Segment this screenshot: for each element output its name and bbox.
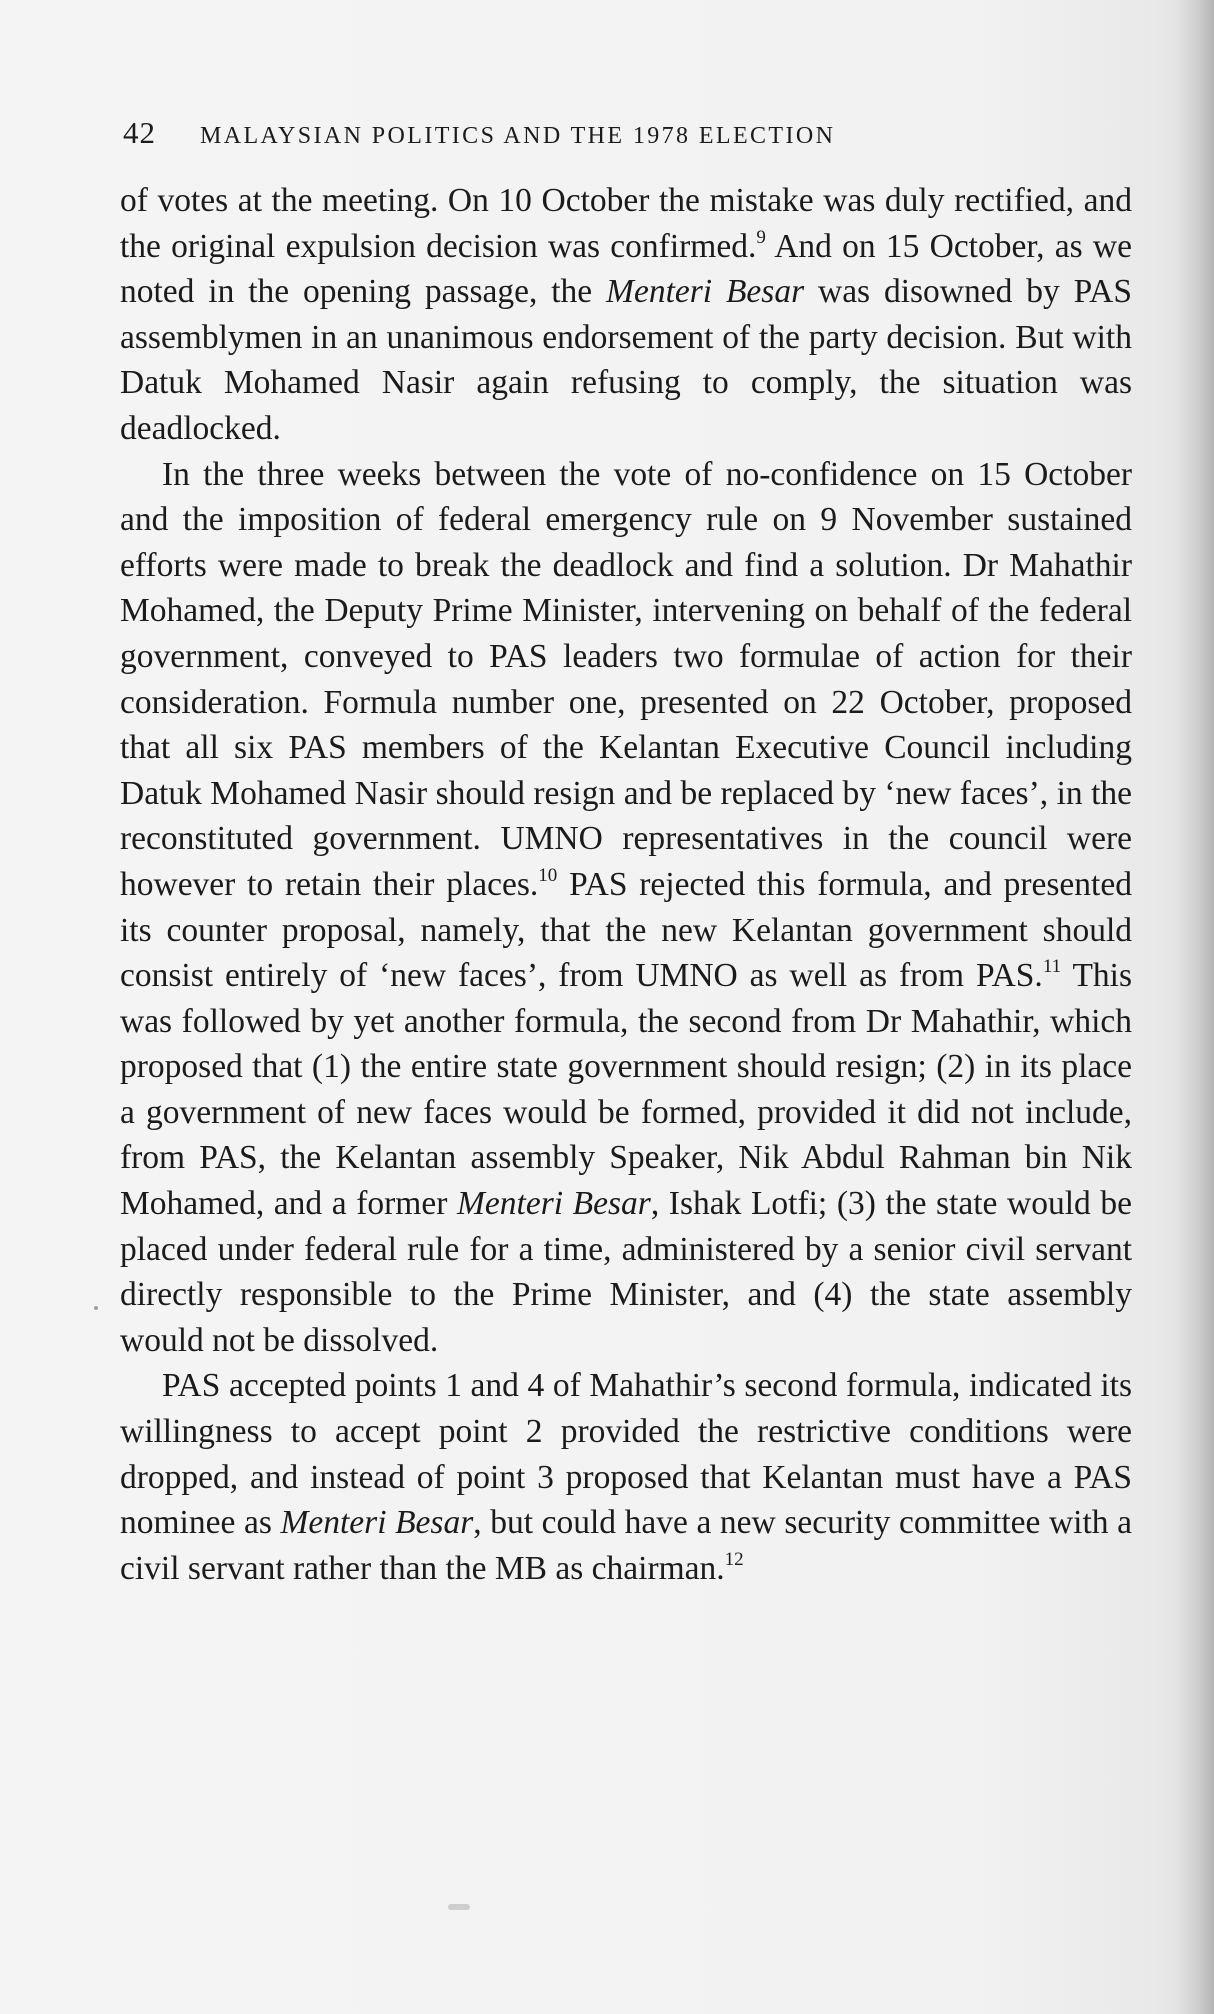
text-span: In the three weeks between the vote of no-confidence on 15 October and the imposition of federal emergency rule on 9 November sustained efforts were made to break the deadlock and find a solution. Dr Mahathir Mohamed, the Deputy Prime Minister, intervening on behalf of the federal government, conveyed to PAS leaders two formulae of action for their consideration. Formula number one, presented on 22 October, proposed that all six PAS members of the Kelantan Executive Council including Datuk Mohamed Nasir should resign and be replaced by ‘new faces’, in the reconstituted government. UMNO representatives in the council were however to retain their places. [120, 455, 1132, 903]
italic-term: Menteri Besar [280, 1504, 474, 1542]
paragraph-1 [120, 178, 1132, 452]
text-span: , Ishak Lotfi; (3) the state would be placed under federal rule for a time, administered by a senior civil servant directly responsible to the Prime Minister, and (4) the state assembly would not be dissolved. [120, 1185, 1132, 1359]
footnote-ref-12: 12 [724, 1548, 744, 1570]
text-span: And on 15 October, as we noted in the opening passage, the [120, 227, 1132, 311]
ink-speck [448, 1904, 470, 1910]
text-span: PAS rejected this formula, and presented its counter proposal, namely, that the new Kelantan government should consist entirely of ‘new faces’, from UMNO as well as from PAS. [120, 865, 1132, 995]
text-span: PAS accepted points 1 and 4 of Mahathir’s second formula, indicated its willingness to accept point 2 provided the restrictive conditions were dropped, and instead of point 3 proposed that Kelantan must have a PAS nominee as [120, 1367, 1132, 1542]
paragraph-2 [120, 452, 1132, 1364]
text-span: This was followed by yet another formula, the second from Dr Mahathir, which proposed that (1) the entire state government should resign; (2) in its place a government of new faces would be formed, provided it did not include, from PAS, the Kelantan assembly Speaker, Nik Abdul Rahman bin Nik Mohamed, and a former [120, 957, 1133, 1223]
running-head [123, 115, 1133, 155]
text-span: , but could have a new security committee with a civil servant rather than the MB as chairman. [120, 1504, 1132, 1587]
gutter-shadow [1174, 0, 1214, 2014]
footnote-ref-10: 10 [538, 864, 558, 886]
text-span: of votes at the meeting. On 10 October the mistake was duly rectified, and the original expulsion decision was confirmed. [120, 182, 1132, 265]
footnote-ref-9: 9 [756, 226, 766, 248]
text-span: was disowned by PAS assemblymen in an unanimous endorsement of the party decision. But with Datuk Mohamed Nasir again refusing to comply, the situation was deadlocked. [120, 273, 1132, 447]
italic-term: Menteri Besar [457, 1185, 651, 1223]
running-title: MALAYSIAN POLITICS AND THE 1978 ELECTION [200, 123, 836, 149]
page-number: 42 [123, 115, 156, 150]
footnote-ref-11: 11 [1042, 956, 1062, 978]
italic-term: Menteri Besar [606, 273, 805, 311]
margin-mark [94, 1306, 98, 1310]
paragraph-3 [120, 1363, 1132, 1591]
body-text [120, 178, 1132, 1591]
